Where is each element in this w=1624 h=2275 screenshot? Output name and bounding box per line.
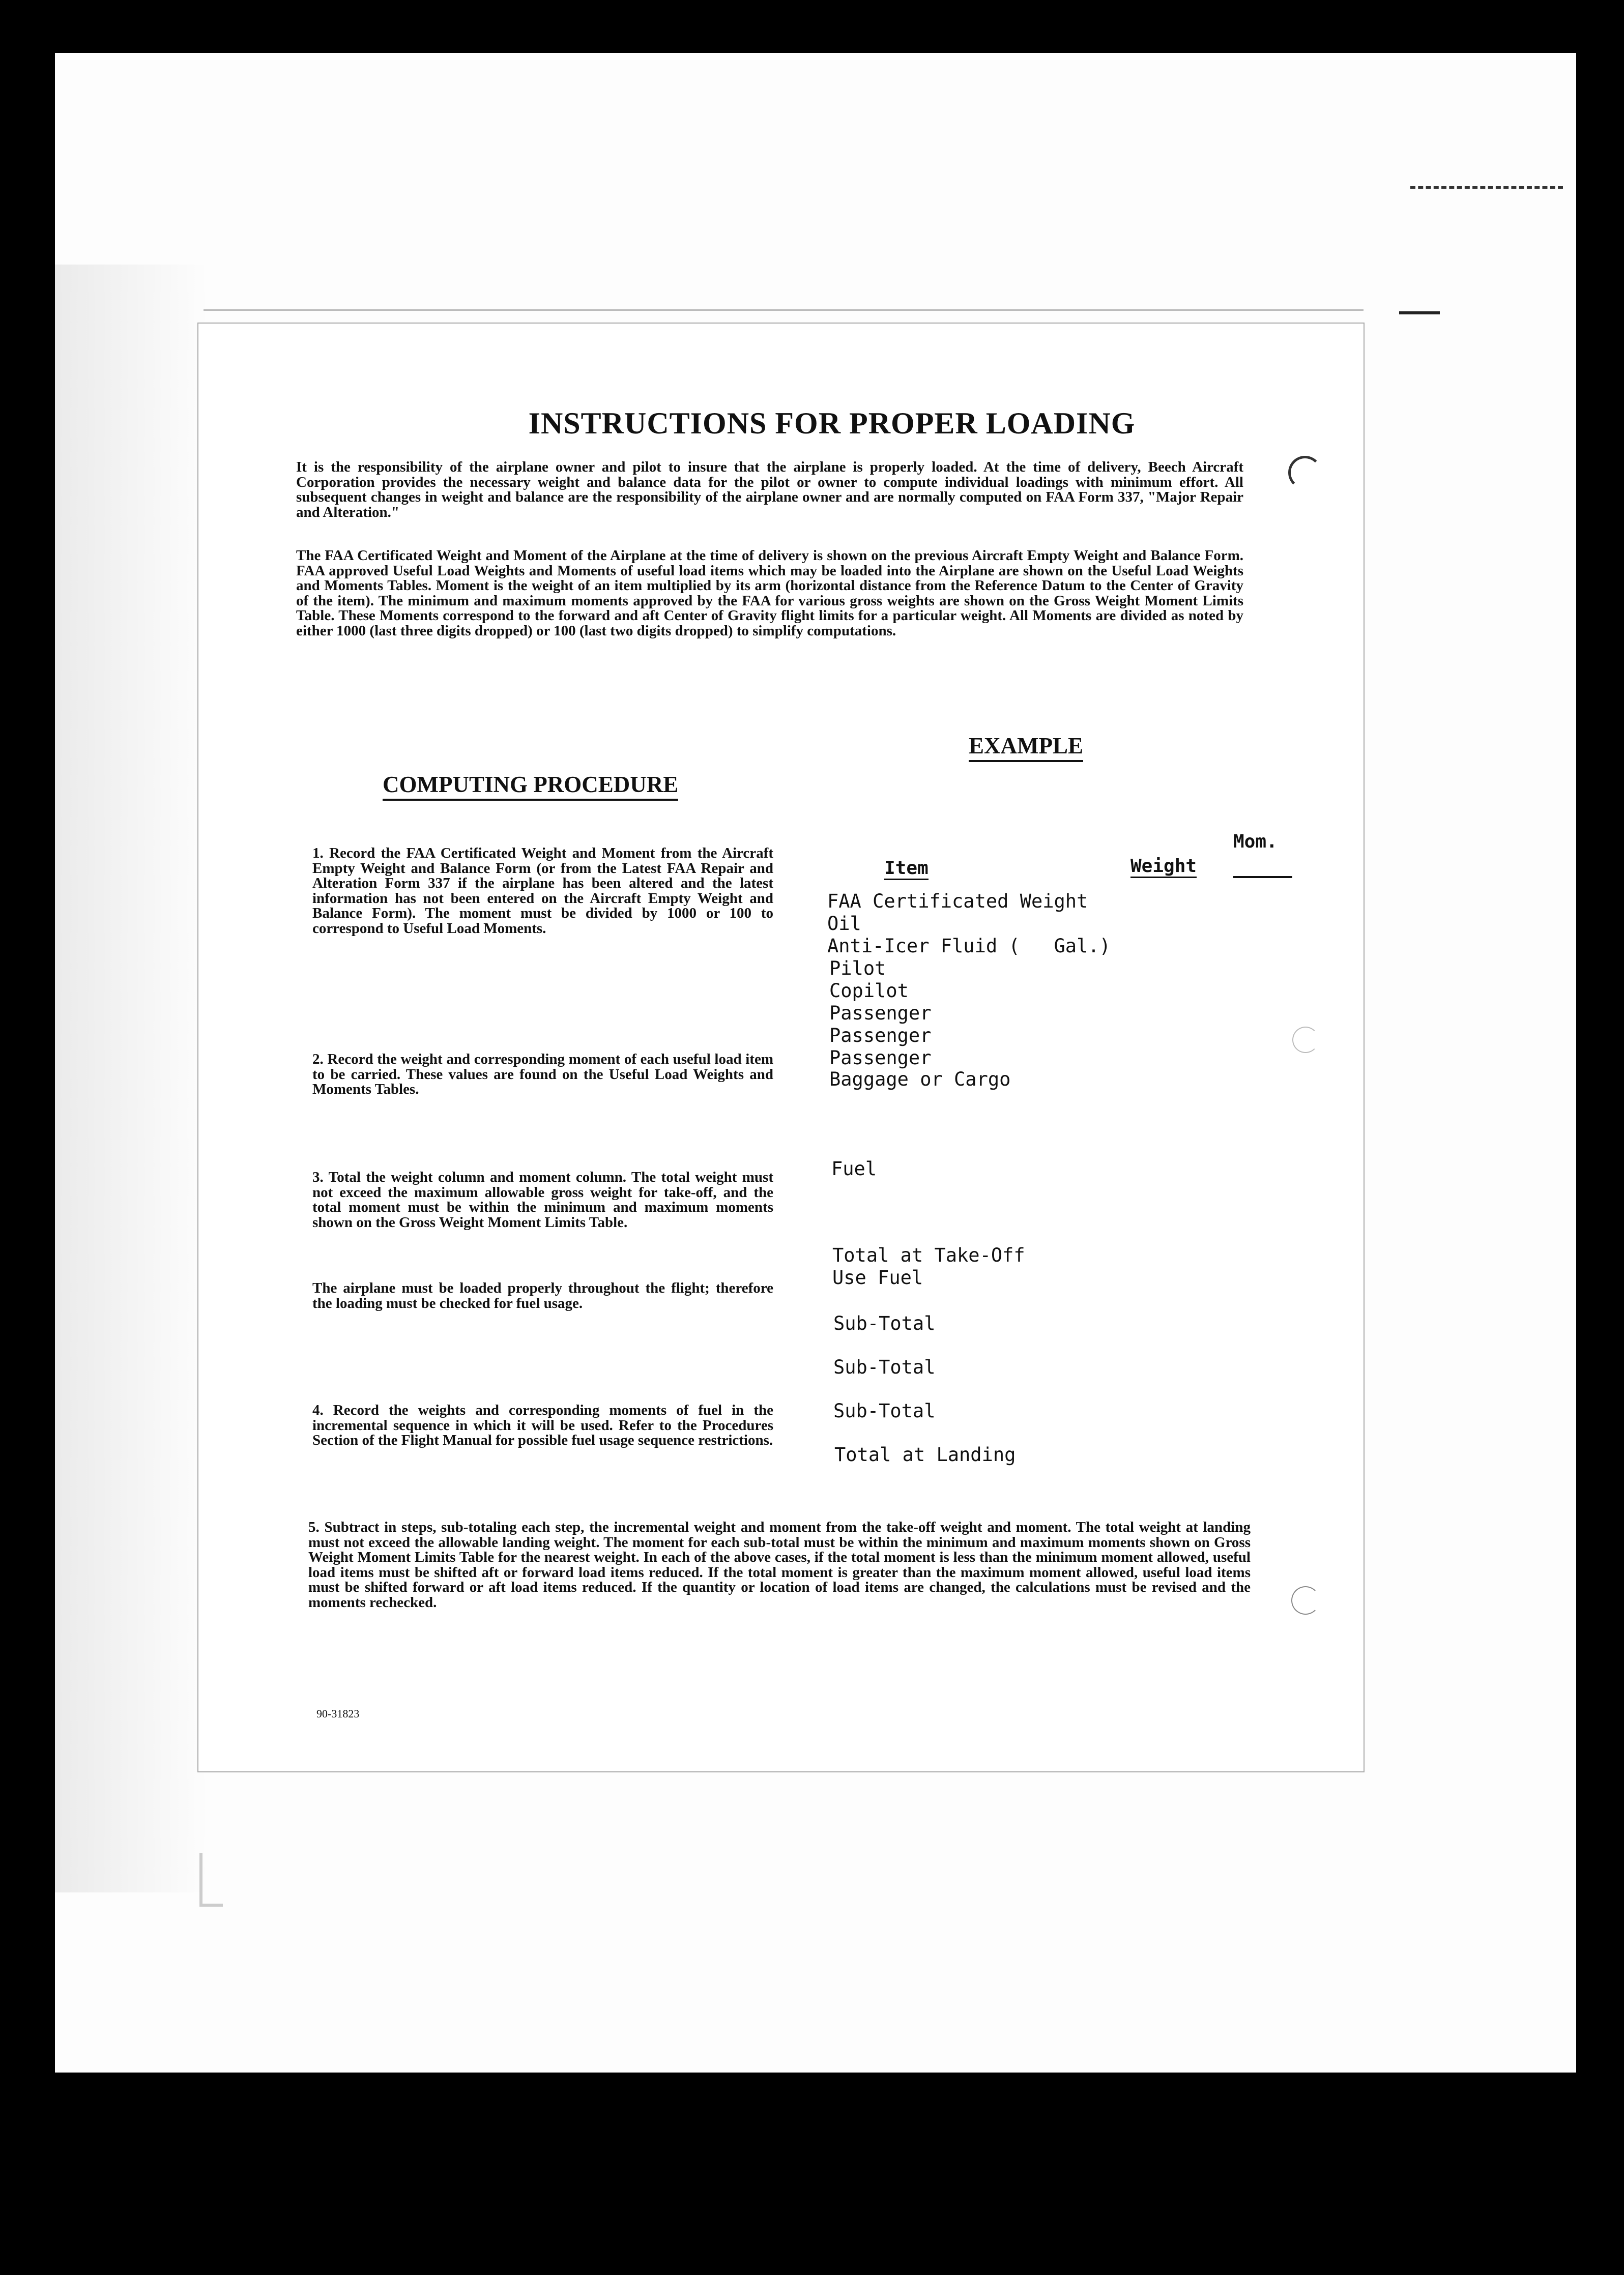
- column-header-item: Item: [884, 858, 929, 880]
- intro-paragraph-2: The FAA Certificated Weight and Moment of the Airplane at the time of delivery is shown on the previous Aircraft Empty Weight and Balance Form. FAA approved Useful Load Weights and Moments of useful load items which may be loaded into the Airplane are shown on the Useful Load Weights and Moments Tables. Moment is the weight of an item multiplied by its arm (horizontal distance from the Reference Datum to the Center of Gravity of the item). The minimum and maximum moments approved by the FAA for various gross weights are shown on the Gross Weight Moment Limits Table. These Moments correspond to the forward and aft Center of Gravity flight limits for a particular weight. All Moments are divided as noted by either 1000 (last three digits dropped) or 100 (last two digits dropped) to simplify computations.: [296, 547, 1243, 639]
- example-item: Passenger: [829, 1047, 932, 1069]
- example-heading: EXAMPLE: [969, 733, 1083, 762]
- example-item: Oil: [827, 913, 861, 935]
- column-header-moment: Mom.: [1233, 831, 1278, 852]
- example-item: Sub-Total: [833, 1312, 936, 1334]
- step-3: 3. Total the weight column and moment column. The total weight must not exceed the maximum allowable gross weight for take-off, and the total moment must be within the minimum and maximum moments shown on the Gross Weight Moment Limits Table.: [312, 1169, 773, 1231]
- example-item: Total at Landing: [834, 1444, 1016, 1466]
- punch-hole-mark: [1292, 1027, 1319, 1053]
- example-item: Anti-Icer Fluid ( Gal.): [827, 935, 1111, 957]
- example-item: Total at Take-Off: [832, 1244, 1025, 1266]
- edge-dash-mark: [1410, 186, 1563, 189]
- punch-hole-mark: [1288, 456, 1322, 489]
- edge-arrow-mark: [1399, 311, 1440, 314]
- corner-mark: [199, 1853, 223, 1907]
- example-item: Passenger: [829, 1025, 932, 1046]
- step-4: 4. Record the weights and corresponding moments of fuel in the incremental sequence in which it will be used. Refer to the Procedures Section of the Flight Manual for possible fuel usage sequence restrictions.: [312, 1402, 773, 1448]
- example-item: Sub-Total: [833, 1400, 936, 1422]
- step-1: 1. Record the FAA Certificated Weight and Moment from the Aircraft Empty Weight and Balance Form (or from the Latest FAA Repair and Alteration Form 337 if the airplane has been altered and the latest information has not been entered on the Aircraft Empty Weight and Balance Form). The moment must be divided by 1000 or 100 to correspond to Useful Load Moments.: [312, 845, 773, 937]
- example-item: Pilot: [829, 957, 886, 979]
- example-item: Passenger: [829, 1002, 932, 1024]
- sheet-top-edge: [204, 309, 1364, 311]
- column-header-weight: Weight: [1130, 856, 1197, 878]
- computing-procedure-heading: COMPUTING PROCEDURE: [383, 771, 678, 801]
- example-item: Sub-Total: [833, 1356, 936, 1378]
- example-item: Copilot: [829, 980, 909, 1002]
- moment-column-rule: [1233, 876, 1292, 878]
- page-title: INSTRUCTIONS FOR PROPER LOADING: [528, 406, 1136, 440]
- step-2: 2. Record the weight and corresponding moment of each useful load item to be carried. These values are found on the Useful Load Weights and Moments Tables.: [312, 1051, 773, 1097]
- example-item: Fuel: [831, 1158, 877, 1180]
- intro-paragraph-1: It is the responsibility of the airplane owner and pilot to insure that the airplane is properly loaded. At the time of delivery, Beech Aircraft Corporation provides the necessary weight and balance data for the pilot or owner to compute individual loadings with minimum effort. All subsequent changes in weight and balance are the responsibility of the airplane owner and are normally computed on FAA Form 337, "Major Repair and Alteration.": [296, 459, 1243, 520]
- example-item: FAA Certificated Weight: [827, 890, 1088, 912]
- step-5: 5. Subtract in steps, sub-totaling each step, the incremental weight and moment from the take-off weight and moment. The total weight at landing must not exceed the allowable landing weight. The moment for each sub-total must be within the minimum and maximum moments shown on Gross Weight Moment Limits Table for the nearest weight. In each of the above cases, if the total moment is less than the minimum moment allowed, useful load items must be shifted aft or forward load items reduced. If the total moment is greater than the maximum moment allowed, useful load items must be shifted forward or aft load items reduced. If the quantity or location of load items are changed, the calculations must be revised and the moments rechecked.: [308, 1519, 1251, 1611]
- example-item: Use Fuel: [832, 1267, 923, 1289]
- form-number: 90-31823: [316, 1707, 360, 1720]
- scan-shadow: [55, 265, 208, 1892]
- step-3-note: The airplane must be loaded properly throughout the flight; therefore the loading must be checked for fuel usage.: [312, 1280, 773, 1311]
- punch-hole-mark: [1291, 1586, 1320, 1615]
- example-item: Baggage or Cargo: [829, 1068, 1011, 1090]
